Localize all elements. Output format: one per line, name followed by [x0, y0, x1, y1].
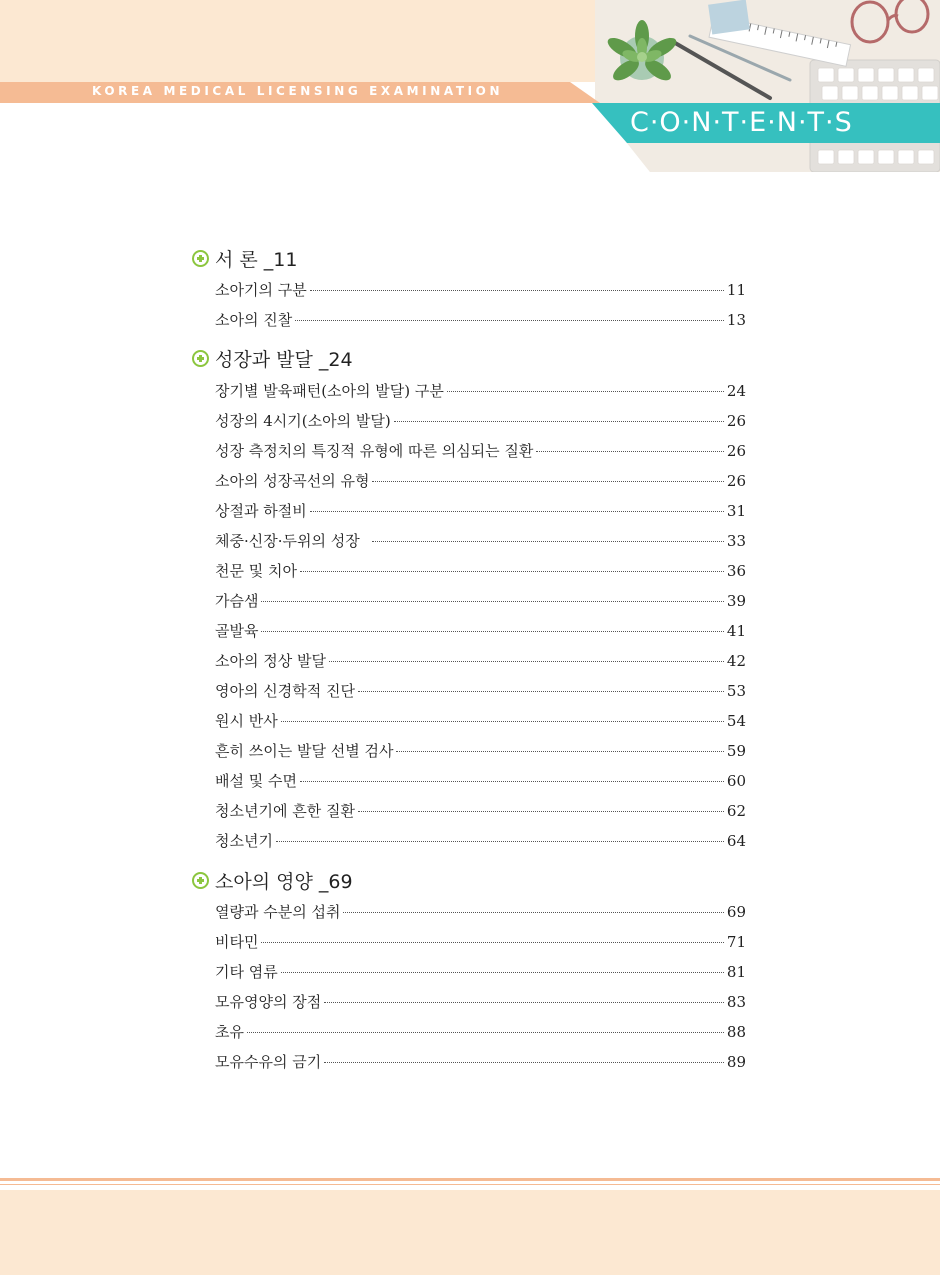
entry-page: 36 — [726, 562, 746, 580]
dot-leader — [394, 421, 724, 422]
section-title: 소아의 영양 _69 — [215, 870, 353, 893]
entry-page: 11 — [726, 281, 746, 299]
entry-title: 모유영양의 장점 — [215, 993, 322, 1011]
entry-page: 41 — [726, 622, 746, 640]
entry-page: 39 — [726, 592, 746, 610]
dot-leader — [372, 541, 724, 542]
dot-leader — [329, 661, 724, 662]
toc-entry — [215, 710, 746, 732]
dot-leader — [281, 972, 724, 973]
dot-leader — [261, 631, 723, 632]
entry-title: 골발육 — [215, 622, 259, 640]
entry-page: 26 — [726, 412, 746, 430]
dot-leader — [295, 320, 724, 321]
toc-entry — [215, 530, 746, 552]
toc-entry — [215, 800, 746, 822]
dot-leader — [396, 751, 723, 752]
entry-title: 배설 및 수면 — [215, 772, 297, 790]
footer-rule-thin — [0, 1184, 940, 1185]
dot-leader — [300, 571, 724, 572]
toc-entry — [215, 410, 746, 432]
entry-page: 71 — [726, 933, 746, 951]
dot-leader — [310, 290, 724, 291]
entry-title: 체중·신장·두위의 성장 — [215, 532, 370, 550]
toc-entry — [215, 440, 746, 462]
dot-leader — [372, 481, 723, 482]
entry-page: 54 — [726, 712, 746, 730]
entry-page: 26 — [726, 472, 746, 490]
toc-entry — [215, 901, 746, 923]
dot-leader — [536, 451, 723, 452]
footer-rule — [0, 1178, 940, 1181]
toc-entry — [215, 680, 746, 702]
dot-leader — [324, 1062, 724, 1063]
entry-title: 비타민 — [215, 933, 259, 951]
plus-circle-icon — [192, 350, 209, 367]
toc-entry — [215, 560, 746, 582]
entry-title: 소아의 정상 발달 — [215, 652, 326, 670]
dot-leader — [261, 942, 723, 943]
entry-page: 81 — [726, 963, 746, 981]
entry-page: 13 — [726, 311, 746, 329]
dot-leader — [358, 691, 724, 692]
toc-entry — [215, 740, 746, 762]
toc-entry — [215, 380, 746, 402]
entry-title: 천문 및 치아 — [215, 562, 297, 580]
plus-circle-icon — [192, 250, 209, 267]
entry-page: 69 — [726, 903, 746, 921]
entry-title: 성장의 4시기(소아의 발달) — [215, 412, 391, 430]
toc-entry — [215, 590, 746, 612]
dot-leader — [300, 781, 724, 782]
entry-title: 원시 반사 — [215, 712, 278, 730]
toc-entry — [215, 1021, 746, 1043]
entry-title: 성장 측정치의 특징적 유형에 따른 의심되는 질환 — [215, 442, 534, 460]
dot-leader — [447, 391, 724, 392]
dot-leader — [261, 601, 723, 602]
entry-title: 영아의 신경학적 진단 — [215, 682, 355, 700]
entry-title: 기타 염류 — [215, 963, 278, 981]
entry-title: 소아의 진찰 — [215, 311, 293, 329]
entry-page: 88 — [726, 1023, 746, 1041]
entry-title: 소아의 성장곡선의 유형 — [215, 472, 370, 490]
entry-title: 청소년기 — [215, 832, 273, 850]
toc-entry — [215, 309, 746, 331]
dot-leader — [310, 511, 724, 512]
dot-leader — [358, 811, 724, 812]
section-heading — [192, 867, 353, 893]
entry-title: 소아기의 구분 — [215, 281, 307, 299]
section-title: 서 론 _11 — [215, 248, 298, 271]
dot-leader — [276, 841, 724, 842]
entry-page: 31 — [726, 502, 746, 520]
toc-entry — [215, 470, 746, 492]
section-title: 성장과 발달 _24 — [215, 348, 353, 371]
dot-leader — [281, 721, 724, 722]
toc-entry — [215, 500, 746, 522]
entry-page: 83 — [726, 993, 746, 1011]
toc-entry — [215, 650, 746, 672]
entry-page: 42 — [726, 652, 746, 670]
entry-page: 53 — [726, 682, 746, 700]
dot-leader — [324, 1002, 724, 1003]
toc-entry — [215, 830, 746, 852]
entry-page: 59 — [726, 742, 746, 760]
entry-title: 장기별 발육패턴(소아의 발달) 구분 — [215, 382, 444, 400]
entry-title: 가슴샘 — [215, 592, 259, 610]
entry-title: 모유수유의 금기 — [215, 1053, 322, 1071]
footer-background — [0, 1190, 940, 1275]
dot-leader — [343, 912, 723, 913]
entry-page: 64 — [726, 832, 746, 850]
section-heading — [192, 345, 353, 371]
entry-page: 62 — [726, 802, 746, 820]
toc-entry — [215, 931, 746, 953]
toc-entry — [215, 279, 746, 301]
entry-title: 흔히 쓰이는 발달 선별 검사 — [215, 742, 394, 760]
entry-page: 33 — [726, 532, 746, 550]
entry-page: 60 — [726, 772, 746, 790]
entry-title: 열량과 수분의 섭취 — [215, 903, 341, 921]
toc-entry — [215, 620, 746, 642]
entry-page: 89 — [726, 1053, 746, 1071]
exam-label: KOREA MEDICAL LICENSING EXAMINATION — [92, 84, 504, 98]
entry-title: 청소년기에 흔한 질환 — [215, 802, 355, 820]
entry-title: 초유 — [215, 1023, 244, 1041]
section-heading — [192, 245, 297, 271]
entry-page: 26 — [726, 442, 746, 460]
toc-entry — [215, 1051, 746, 1073]
entry-title: 상절과 하절비 — [215, 502, 307, 520]
toc-entry — [215, 961, 746, 983]
toc-entry — [215, 770, 746, 792]
plus-circle-icon — [192, 872, 209, 889]
contents-title: C·O·N·T·E·N·T·S — [630, 107, 853, 138]
entry-page: 24 — [726, 382, 746, 400]
toc-entry — [215, 991, 746, 1013]
dot-leader — [247, 1032, 724, 1033]
